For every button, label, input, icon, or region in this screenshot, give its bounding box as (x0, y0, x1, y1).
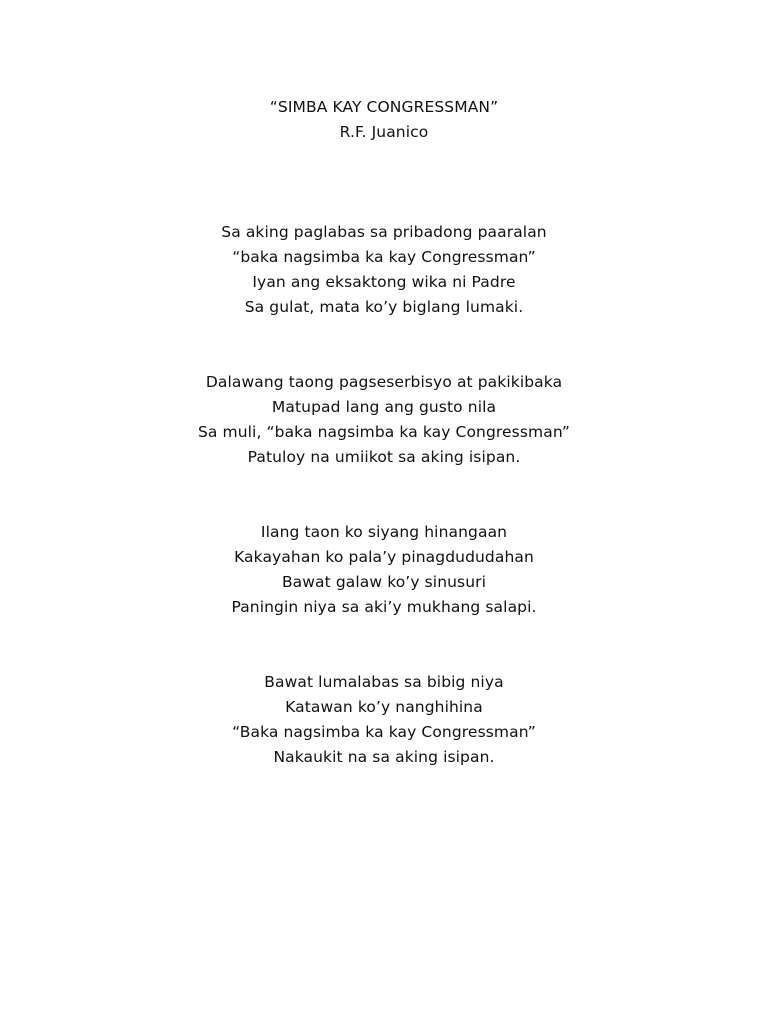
poem-header (0, 95, 768, 145)
poem-line: Bawat galaw ko’y sinusuri (281, 573, 487, 591)
poem-author: R.F. Juanico (339, 123, 429, 141)
poem-line: Dalawang taong pagseserbisyo at pakikibaka (205, 373, 563, 391)
poem-title: “SIMBA KAY CONGRESSMAN” (269, 98, 499, 116)
poem-line: Katawan ko’y nanghihina (285, 698, 483, 716)
stanza-2 (0, 370, 768, 470)
poem-line: Nakaukit na sa aking isipan. (273, 748, 495, 766)
poem-line: Patuloy na umiikot sa aking isipan. (247, 448, 521, 466)
stanza-1 (0, 220, 768, 320)
poem-line: Paningin niya sa aki’y mukhang salapi. (231, 598, 537, 616)
poem-line: Sa aking paglabas sa pribadong paaralan (221, 223, 547, 241)
poem-line: Sa gulat, mata ko’y biglang lumaki. (244, 298, 524, 316)
poem-line: Iyan ang eksaktong wika ni Padre (252, 273, 516, 291)
poem-line: Matupad lang ang gusto nila (271, 398, 497, 416)
stanza-4 (0, 670, 768, 770)
poem-line: Sa muli, “baka nagsimba ka kay Congressman” (197, 423, 571, 441)
poem-line: Ilang taon ko siyang hinangaan (260, 523, 508, 541)
poem-line: “Baka nagsimba ka kay Congressman” (232, 723, 536, 741)
poem-line: Bawat lumalabas sa bibig niya (264, 673, 504, 691)
stanza-3 (0, 520, 768, 620)
poem-line: Kakayahan ko pala’y pinagdududahan (234, 548, 534, 566)
poem-line: “baka nagsimba ka kay Congressman” (232, 248, 536, 266)
